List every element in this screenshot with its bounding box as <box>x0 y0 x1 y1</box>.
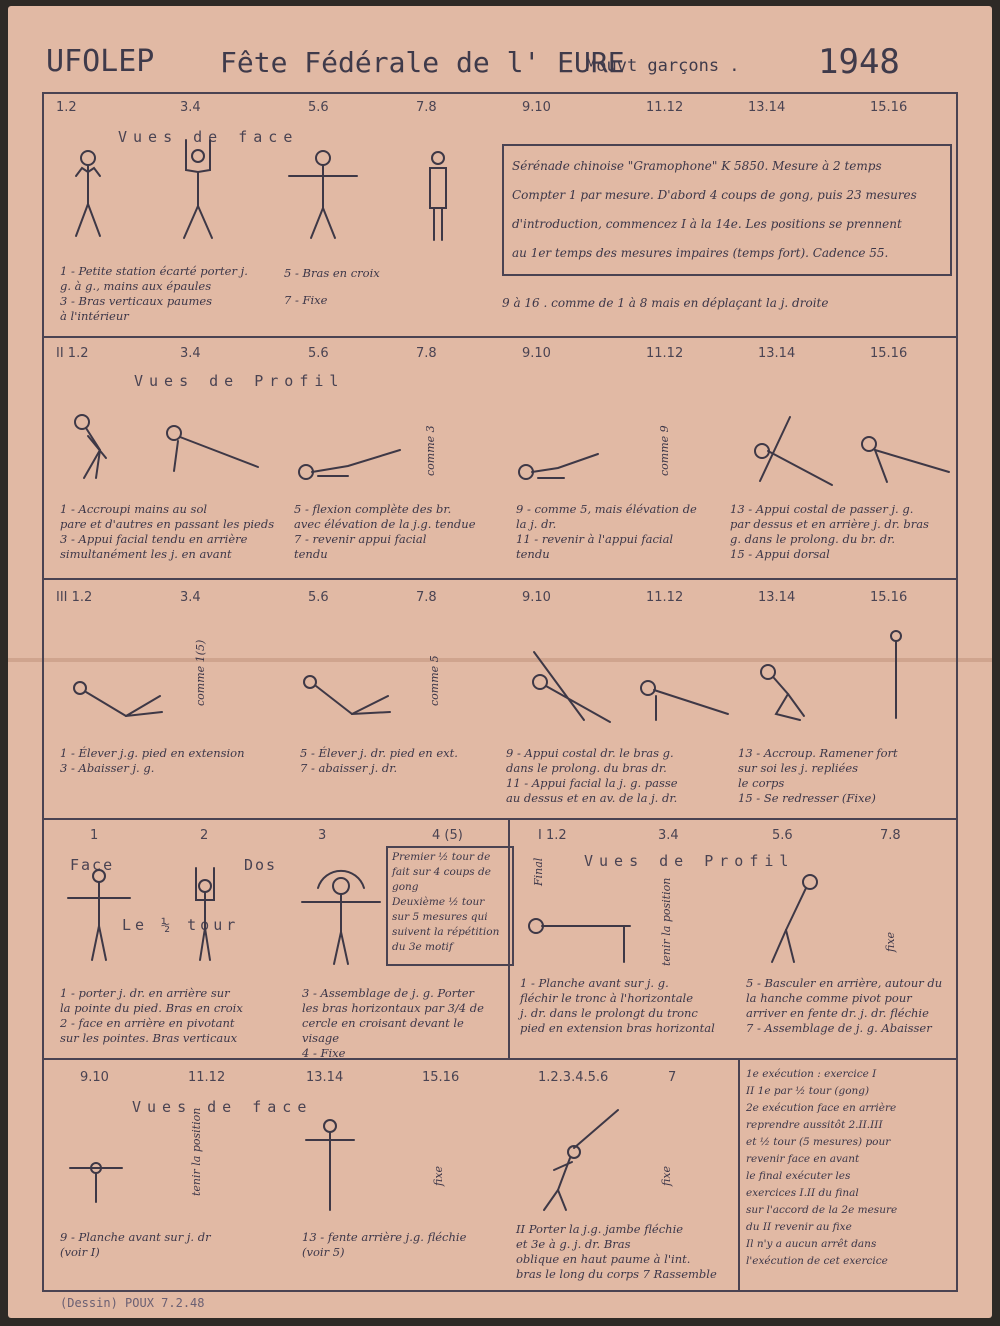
view-label: Vues de Profil <box>134 372 345 390</box>
stick-figure-leg-lift-left <box>66 666 166 726</box>
note-line: 9 - Planche avant sur j. dr <box>60 1230 211 1244</box>
stick-figure-back-support <box>853 426 953 486</box>
note-line: 15 - Se redresser (Fixe) <box>738 791 876 805</box>
execution-order-notes <box>746 1066 897 1270</box>
note-line: 13 - Appui costal de passer j. g. <box>730 502 914 516</box>
note-line: le final exécuter les <box>746 1170 851 1182</box>
exercise-notes <box>60 746 245 776</box>
music-info-box <box>502 144 952 276</box>
note-line: II 1e par ½ tour (gong) <box>746 1085 870 1097</box>
count-label: 5.6 <box>308 346 329 361</box>
count-label: II 1.2 <box>56 346 89 361</box>
exercise-notes <box>302 986 484 1061</box>
stick-figure-balance-plank <box>518 906 638 966</box>
count-label: 9.10 <box>80 1070 109 1085</box>
exercise-notes <box>60 1230 211 1260</box>
count-label: 13.14 <box>748 100 786 115</box>
count-label: 9.10 <box>522 590 551 605</box>
note-line: sur soi les j. repliées <box>738 761 859 775</box>
exercise-notes <box>516 1222 717 1282</box>
note-line: l'exécution de cet exercice <box>746 1255 888 1267</box>
count-label: 7.8 <box>416 346 437 361</box>
count-label: 5.6 <box>308 100 329 115</box>
count-label: 3.4 <box>180 346 201 361</box>
note-line: 7 - Fixe <box>284 293 328 307</box>
count-label: I 1.2 <box>538 828 567 843</box>
note-line: fléchir le tronc à l'horizontale <box>520 991 694 1005</box>
footer-stamp: (Dessin) POUX 7.2.48 <box>60 1296 205 1310</box>
note-line: la pointe du pied. Bras en croix <box>60 1001 243 1015</box>
org-name: UFOLEP <box>46 44 155 79</box>
note-line: 3 - Abaisser j. g. <box>60 761 155 775</box>
count-label: 9.10 <box>522 346 551 361</box>
count-label: 3.4 <box>180 100 201 115</box>
note-line: exercices I.II du final <box>746 1187 859 1199</box>
half-turn-box <box>386 846 514 966</box>
stick-figure-leg-raise-right <box>508 446 608 486</box>
stick-figure-cross-front <box>64 864 134 964</box>
face-label: Face <box>70 856 115 874</box>
vertical-note: fixe <box>660 1165 673 1186</box>
note-line: avec élévation de la j.g. tendue <box>294 517 476 531</box>
box-line: suivent la répétition <box>392 926 500 938</box>
count-label: 4 (5) <box>432 828 463 843</box>
count-label: 7.8 <box>880 828 901 843</box>
info-line: Compter 1 par mesure. D'abord 4 coups de gong, puis 23 mesures <box>512 188 917 202</box>
note-line: pied en extension bras horizontal <box>520 1021 715 1035</box>
vertical-note: fixe <box>432 1165 445 1186</box>
count-label: 13.14 <box>758 590 796 605</box>
count-label: 11.12 <box>646 590 684 605</box>
page-title: Fête Fédérale de l' EURE <box>220 46 625 79</box>
stick-figure-3-4 <box>168 136 228 246</box>
count-label: 11.12 <box>646 100 684 115</box>
exercise-notes <box>520 976 715 1036</box>
note-line: du II revenir au fixe <box>746 1221 852 1233</box>
note-line: 5 - Élever j. dr. pied en ext. <box>300 746 458 760</box>
exercise-notes <box>506 746 678 806</box>
note-line: Il n'y a aucun arrêt dans <box>746 1238 877 1250</box>
note-line: 13 - Accroup. Ramener fort <box>738 746 898 760</box>
note-line: arriver en fente dr. j. dr. fléchie <box>746 1006 929 1020</box>
stick-figure-5-6 <box>283 146 363 246</box>
stick-figure-7-8 <box>418 148 458 248</box>
year: 1948 <box>818 42 900 82</box>
col-divider <box>738 1058 740 1290</box>
vertical-note: tenir la position <box>660 877 673 966</box>
count-label: 3.4 <box>658 828 679 843</box>
count-label: 15.16 <box>870 590 908 605</box>
exercise-notes <box>294 502 476 562</box>
note-line: 9 à 16 . comme de 1 à 8 mais en déplaçant la j. droite <box>502 296 829 310</box>
note-line: la hanche comme pivot pour <box>746 991 912 1005</box>
info-line: au 1er temps des mesures impaires (temps fort). Cadence 55. <box>512 246 889 260</box>
note-line: pare et d'autres en passant les pieds <box>60 517 275 531</box>
note-line: dans le prolong. du bras dr. <box>506 761 667 775</box>
note-line: sur l'accord de la 2e mesure <box>746 1204 898 1216</box>
exercise-notes <box>516 502 697 562</box>
note-line: bras le long du corps 7 Rassemble <box>516 1267 717 1281</box>
count-label: 5.6 <box>772 828 793 843</box>
count-label: 9.10 <box>522 100 551 115</box>
stick-figure-leg-lift-right <box>296 666 396 726</box>
note-line: 1 - Élever j.g. pied en extension <box>60 746 245 760</box>
view-label: Vues de face <box>132 1098 313 1116</box>
count-label: 13.14 <box>306 1070 344 1085</box>
note-line: g. dans le prolong. du br. dr. <box>730 532 896 546</box>
stick-figure-tuck <box>754 658 814 728</box>
vertical-note: fixe <box>884 931 897 952</box>
count-label: 13.14 <box>758 346 796 361</box>
count-label: 15.16 <box>422 1070 460 1085</box>
count-label: 15.16 <box>870 100 908 115</box>
vertical-note: comme 1(5) <box>194 639 207 706</box>
note-line: 5 - Basculer en arrière, autour du <box>746 976 943 990</box>
view-label: Vues de face <box>118 128 299 146</box>
exercise-notes <box>284 266 380 308</box>
count-label: III 1.2 <box>56 590 93 605</box>
box-line: gong <box>392 881 419 893</box>
note-line: 5 - Bras en croix <box>284 266 380 280</box>
row-divider <box>42 578 956 580</box>
note-line: 7 - Assemblage de j. g. Abaisser <box>746 1021 932 1035</box>
vertical-note: comme 9 <box>658 425 671 476</box>
note-line: simultanément les j. en avant <box>60 547 232 561</box>
box-line: sur 5 mesures qui <box>392 911 488 923</box>
count-label: 2 <box>200 828 209 843</box>
note-line: g. à g., mains aux épaules <box>60 279 212 293</box>
note-line: visage <box>302 1031 340 1045</box>
note-line: 1e exécution : exercice I <box>746 1068 877 1080</box>
exercise-notes <box>746 976 942 1036</box>
box-line: fait sur 4 coups de <box>392 866 491 878</box>
count-label: 7.8 <box>416 100 437 115</box>
note-line: 9 - Appui costal dr. le bras g. <box>506 746 674 760</box>
stick-figure-facial-cross <box>632 674 732 724</box>
stick-figure-lunge <box>758 868 828 968</box>
vertical-note: tenir la position <box>190 1107 203 1196</box>
note-line: tendu <box>516 547 550 561</box>
note-line: 7 - abaisser j. dr. <box>300 761 398 775</box>
stick-figure-crouch <box>66 406 126 486</box>
note-line: la j. dr. <box>516 517 557 531</box>
note-line: par dessus et en arrière j. dr. bras <box>730 517 929 531</box>
dos-label: Dos <box>244 856 278 874</box>
note-line: 3 - Assemblage de j. g. Porter <box>302 986 475 1000</box>
count-label: 15.16 <box>870 346 908 361</box>
count-label: 3.4 <box>180 590 201 605</box>
note-line: 1 - Planche avant sur j. g. <box>520 976 669 990</box>
note-line: 7 - revenir appui facial <box>294 532 427 546</box>
count-label: 3 <box>318 828 327 843</box>
row-divider <box>42 336 956 338</box>
view-label: Vues de Profil <box>584 852 795 870</box>
note-line: oblique en haut paume à l'int. <box>516 1252 691 1266</box>
note-line: au dessus et en av. de la j. dr. <box>506 791 678 805</box>
note-line: 2 - face en arrière en pivotant <box>60 1016 235 1030</box>
stick-figure-plank-front <box>66 1158 126 1208</box>
note-line: 5 - flexion complète des br. <box>294 502 452 516</box>
note-line: 15 - Appui dorsal <box>730 547 830 561</box>
exercise-notes <box>302 1230 466 1260</box>
note-line: 1 - Accroupi mains au sol <box>60 502 208 516</box>
note-line: 1 - Petite station écarté porter j. <box>60 264 248 278</box>
stick-figure-plank <box>158 421 268 481</box>
count-label: 7 <box>668 1070 677 1085</box>
note-line: 13 - fente arrière j.g. fléchie <box>302 1230 467 1244</box>
stick-figure-arms-up-back <box>180 864 230 964</box>
note-line: sur les pointes. Bras verticaux <box>60 1031 238 1045</box>
note-line: 11 - revenir à l'appui facial <box>516 532 674 546</box>
exercise-notes <box>738 746 898 806</box>
stick-figure-side-support <box>748 411 838 491</box>
note-line: 9 - comme 5, mais élévation de <box>516 502 697 516</box>
count-label: 1.2 <box>56 100 77 115</box>
info-line: Sérénade chinoise "Gramophone" K 5850. Mesure à 2 temps <box>512 159 882 173</box>
stick-figure-side-arm <box>524 646 614 726</box>
note-line: à l'intérieur <box>60 309 129 323</box>
row-divider <box>42 1058 956 1060</box>
document-sheet <box>8 6 992 1318</box>
row-divider <box>42 818 956 820</box>
note-line: reprendre aussitôt 2.II.III <box>746 1119 883 1131</box>
note-line: revenir face en avant <box>746 1153 860 1165</box>
note-line: II Porter la j.g. jambe fléchie <box>516 1222 684 1236</box>
count-label: 1.2.3.4.5.6 <box>538 1070 609 1085</box>
stick-figure-leg-raise <box>288 446 408 486</box>
exercise-notes <box>60 264 248 324</box>
note-line: 4 - Fixe <box>302 1046 346 1060</box>
note-line: 3 - Appui facial tendu en arrière <box>60 532 248 546</box>
box-line: Premier ½ tour de <box>392 851 491 863</box>
note-line: cercle en croisant devant le <box>302 1016 464 1030</box>
note-line: (voir I) <box>60 1245 100 1259</box>
box-line: Deuxième ½ tour <box>392 896 485 908</box>
note-line: 1 - porter j. dr. en arrière sur <box>60 986 230 1000</box>
exercise-notes <box>300 746 458 776</box>
exercise-notes <box>730 502 929 562</box>
stick-figure-lunge-front <box>300 1116 360 1216</box>
note-line: le corps <box>738 776 785 790</box>
vertical-note: comme 5 <box>428 655 441 706</box>
exercise-notes <box>60 986 243 1046</box>
note-line: et ½ tour (5 mesures) pour <box>746 1136 891 1148</box>
note-line: 3 - Bras verticaux paumes <box>60 294 213 308</box>
note-line: et 3e à g. j. dr. Bras <box>516 1237 631 1251</box>
stick-figure-final-pose <box>524 1104 624 1214</box>
stick-figure-arms-circle <box>296 858 386 968</box>
stick-figure-1-2 <box>58 146 118 246</box>
count-label: 11.12 <box>646 346 684 361</box>
count-label: 11.12 <box>188 1070 226 1085</box>
box-line: du 3e motif <box>392 941 453 953</box>
note-line: 11 - Appui facial la j. g. passe <box>506 776 678 790</box>
count-label: 5.6 <box>308 590 329 605</box>
note-line: (voir 5) <box>302 1245 345 1259</box>
note-line: les bras horizontaux par 3/4 de <box>302 1001 484 1015</box>
count-label: 7.8 <box>416 590 437 605</box>
exercise-notes <box>60 502 274 562</box>
exercise-notes <box>502 296 828 311</box>
half-turn-label: Le ½ tour <box>122 916 240 934</box>
stick-figure-stand <box>886 626 906 726</box>
vertical-note: Final <box>532 857 545 886</box>
info-line: d'introduction, commencez I à la 14e. Les positions se prennent <box>512 217 902 231</box>
vertical-note: comme 3 <box>424 425 437 476</box>
note-line: j. dr. dans le prolongt du tronc <box>520 1006 698 1020</box>
page-subtitle: Mouvt garçons . <box>586 56 740 76</box>
note-line: tendu <box>294 547 328 561</box>
note-line: 2e exécution face en arrière <box>746 1102 897 1114</box>
count-label: 1 <box>90 828 99 843</box>
